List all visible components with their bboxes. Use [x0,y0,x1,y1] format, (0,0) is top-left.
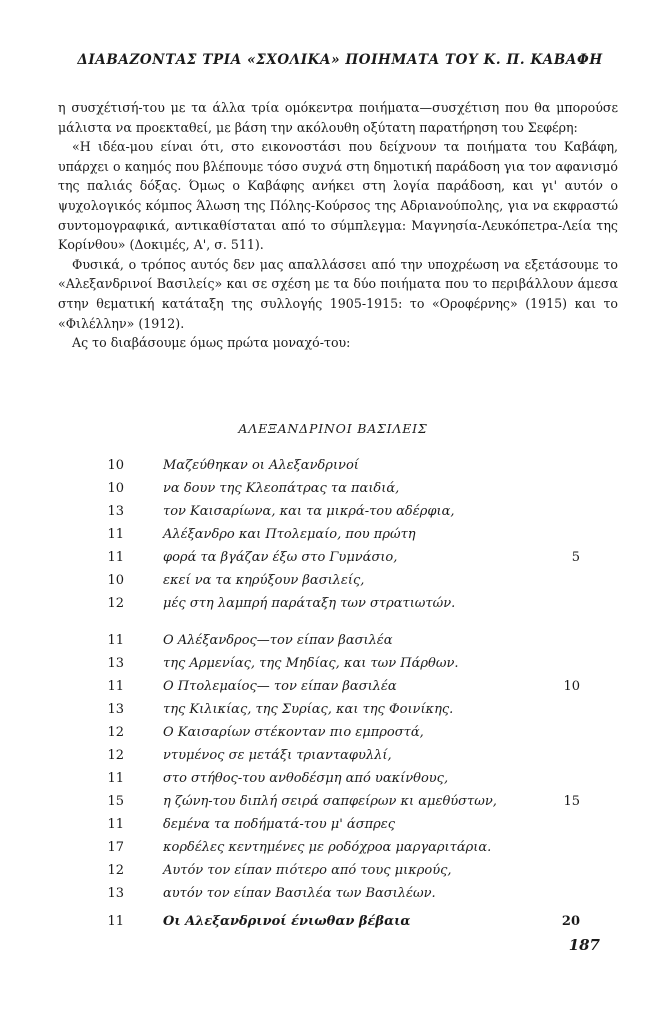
syllable-count: 11 [107,633,124,648]
poem-line [0,838,666,858]
verse-text: Ο Αλέξανδρος—τον είπαν βασιλέα [163,633,393,648]
verse-text: στο στήθος-του ανθοδέσμη από υακίνθους, [163,771,449,786]
running-head: ΔΙΑΒΑΖΟΝΤΑΣ ΤΡΙΑ «ΣΧΟΛΙΚΑ» ΠΟΙΗΜΑΤΑ ΤΟΥ Κ. Π. ΚΑΒΑΦΗ [77,52,603,68]
poem-line [0,677,666,697]
verse-text: Οι Αλεξανδρινοί ένιωθαν βέβαια [163,914,411,929]
syllable-count: 13 [107,702,124,717]
poem-line [0,815,666,835]
poem-line [0,884,666,904]
poem-line [0,502,666,522]
poem-line [0,769,666,789]
poem-line [0,456,666,476]
prose-paragraph: Φυσικά, ο τρόπος αυτός δεν μας απαλλάσσει από την υποχρέωση να εξετάσουμε το «Αλεξανδρινοί Βασιλείς» και σε σχέση με τα δύο ποιήματα που το περιβάλλουν άμεσα στην θεματική κατάταξη της συλλογής 1905-1915: το «Οροφέρνης» (1915) και το «Φιλέλλην» (1912). [58,256,618,331]
verse-text: της Αρμενίας, της Μηδίας, και των Πάρθων. [163,656,459,671]
syllable-count: 13 [107,656,124,671]
poem-line [0,548,666,568]
poem-title: ΑΛΕΞΑΝΔΡΙΝΟΙ ΒΑΣΙΛΕΙΣ [238,421,428,436]
verse-text: φορά τα βγάζαν έξω στο Γυμνάσιο, [163,550,398,565]
syllable-count: 12 [107,748,124,763]
verse-text: Ο Καισαρίων στέκονταν πιο εμπροστά, [163,725,424,740]
poem-line [0,594,666,614]
syllable-count: 12 [107,725,124,740]
verse-text: κορδέλες κεντημένες με ροδόχροα μαργαριτάρια. [163,840,492,855]
poem-line [0,654,666,674]
seferis-quote-paragraph: «Η ιδέα-μου είναι ότι, στο εικονοστάσι που δείχνουν τα ποιήματα του Καβάφη, υπάρχει ο καημός που βλέπουμε τόσο συχνά στη δημοτική παράδοση για τον αφανισμό της παλιάς δόξας. Όμως ο Καβάφης ανήκει στη λογία παράδοση, και γι' αυτόν ο ψυχολογικός κόμπος Άλωση της Πόλης-Κούρσος της Αδριανούπολης, για να εκφραστώ συντομογραφικά, αντικαθίσταται από το σύμπλεγμα: Μαγνησία-Λευκόπετρα-Λεία της Κορίνθου» (Δοκιμές, Α', σ. 511). [58,139,618,253]
verse-text: τον Καισαρίωνα, και τα μικρά-του αδέρφια, [163,504,455,519]
syllable-count: 11 [107,817,124,832]
syllable-count: 11 [107,527,124,542]
syllable-count: 15 [107,794,124,809]
poem-line [0,700,666,720]
syllable-count: 17 [107,840,124,855]
poem-line [0,723,666,743]
syllable-count: 10 [107,481,124,496]
syllable-count: 12 [107,596,124,611]
syllable-count: 10 [107,458,124,473]
verse-text: Αυτόν τον είπαν πιότερο από τους μικρούς, [163,863,452,878]
poem-line [0,631,666,651]
poem-line [0,571,666,591]
poem-line [0,792,666,812]
verse-text: αυτόν τον είπαν Βασιλέα των Βασιλέων. [163,886,436,901]
syllable-count: 13 [107,504,124,519]
verse-text: της Κιλικίας, της Συρίας, και της Φοινίκης. [163,702,454,717]
verse-text: η ζώνη-του διπλή σειρά σαπφείρων κι αμεθύστων, [163,794,497,809]
verse-text: δεμένα τα ποδήματά-του μ' άσπρες [163,817,396,832]
syllable-count: 11 [107,550,124,565]
line-number: 15 [563,794,580,809]
syllable-count: 12 [107,863,124,878]
verse-text: Μαζεύθηκαν οι Αλεξανδρινοί [163,458,359,473]
syllable-count: 11 [107,771,124,786]
syllable-count: 11 [107,679,124,694]
page-number: 187 [568,936,600,954]
poem-line [0,912,666,932]
line-number: 20 [561,914,580,929]
syllable-count: 10 [107,573,124,588]
line-number: 10 [563,679,580,694]
poem-line [0,746,666,766]
prose-paragraph: Ας το διαβάσουμε όμως πρώτα μοναχό-του: [72,335,351,351]
line-number: 5 [571,550,580,565]
verse-text: ντυμένος σε μετάξι τριανταφυλλί, [163,748,392,763]
prose-block [58,98,618,353]
verse-text: να δουν της Κλεοπάτρας τα παιδιά, [163,481,400,496]
syllable-count: 13 [107,886,124,901]
syllable-count: 11 [107,914,124,929]
verse-text: Αλέξανδρο και Πτολεμαίο, που πρώτη [163,527,416,542]
poem-line [0,479,666,499]
verse-text: Ο Πτολεμαίος— τον είπαν βασιλέα [163,679,397,694]
poem-line [0,525,666,545]
poem-line [0,861,666,881]
prose-paragraph: η συσχέτισή-του με τα άλλα τρία ομόκεντρα ποιήματα—συσχέτιση που θα μπορούσε μάλιστα να προεκταθεί, με βάση την ακόλουθη οξύτατη παρατήρηση του Σεφέρη: [58,100,618,135]
verse-text: εκεί να τα κηρύξουν βασιλείς, [163,573,365,588]
verse-text: μές στη λαμπρή παράταξη των στρατιωτών. [163,596,456,611]
